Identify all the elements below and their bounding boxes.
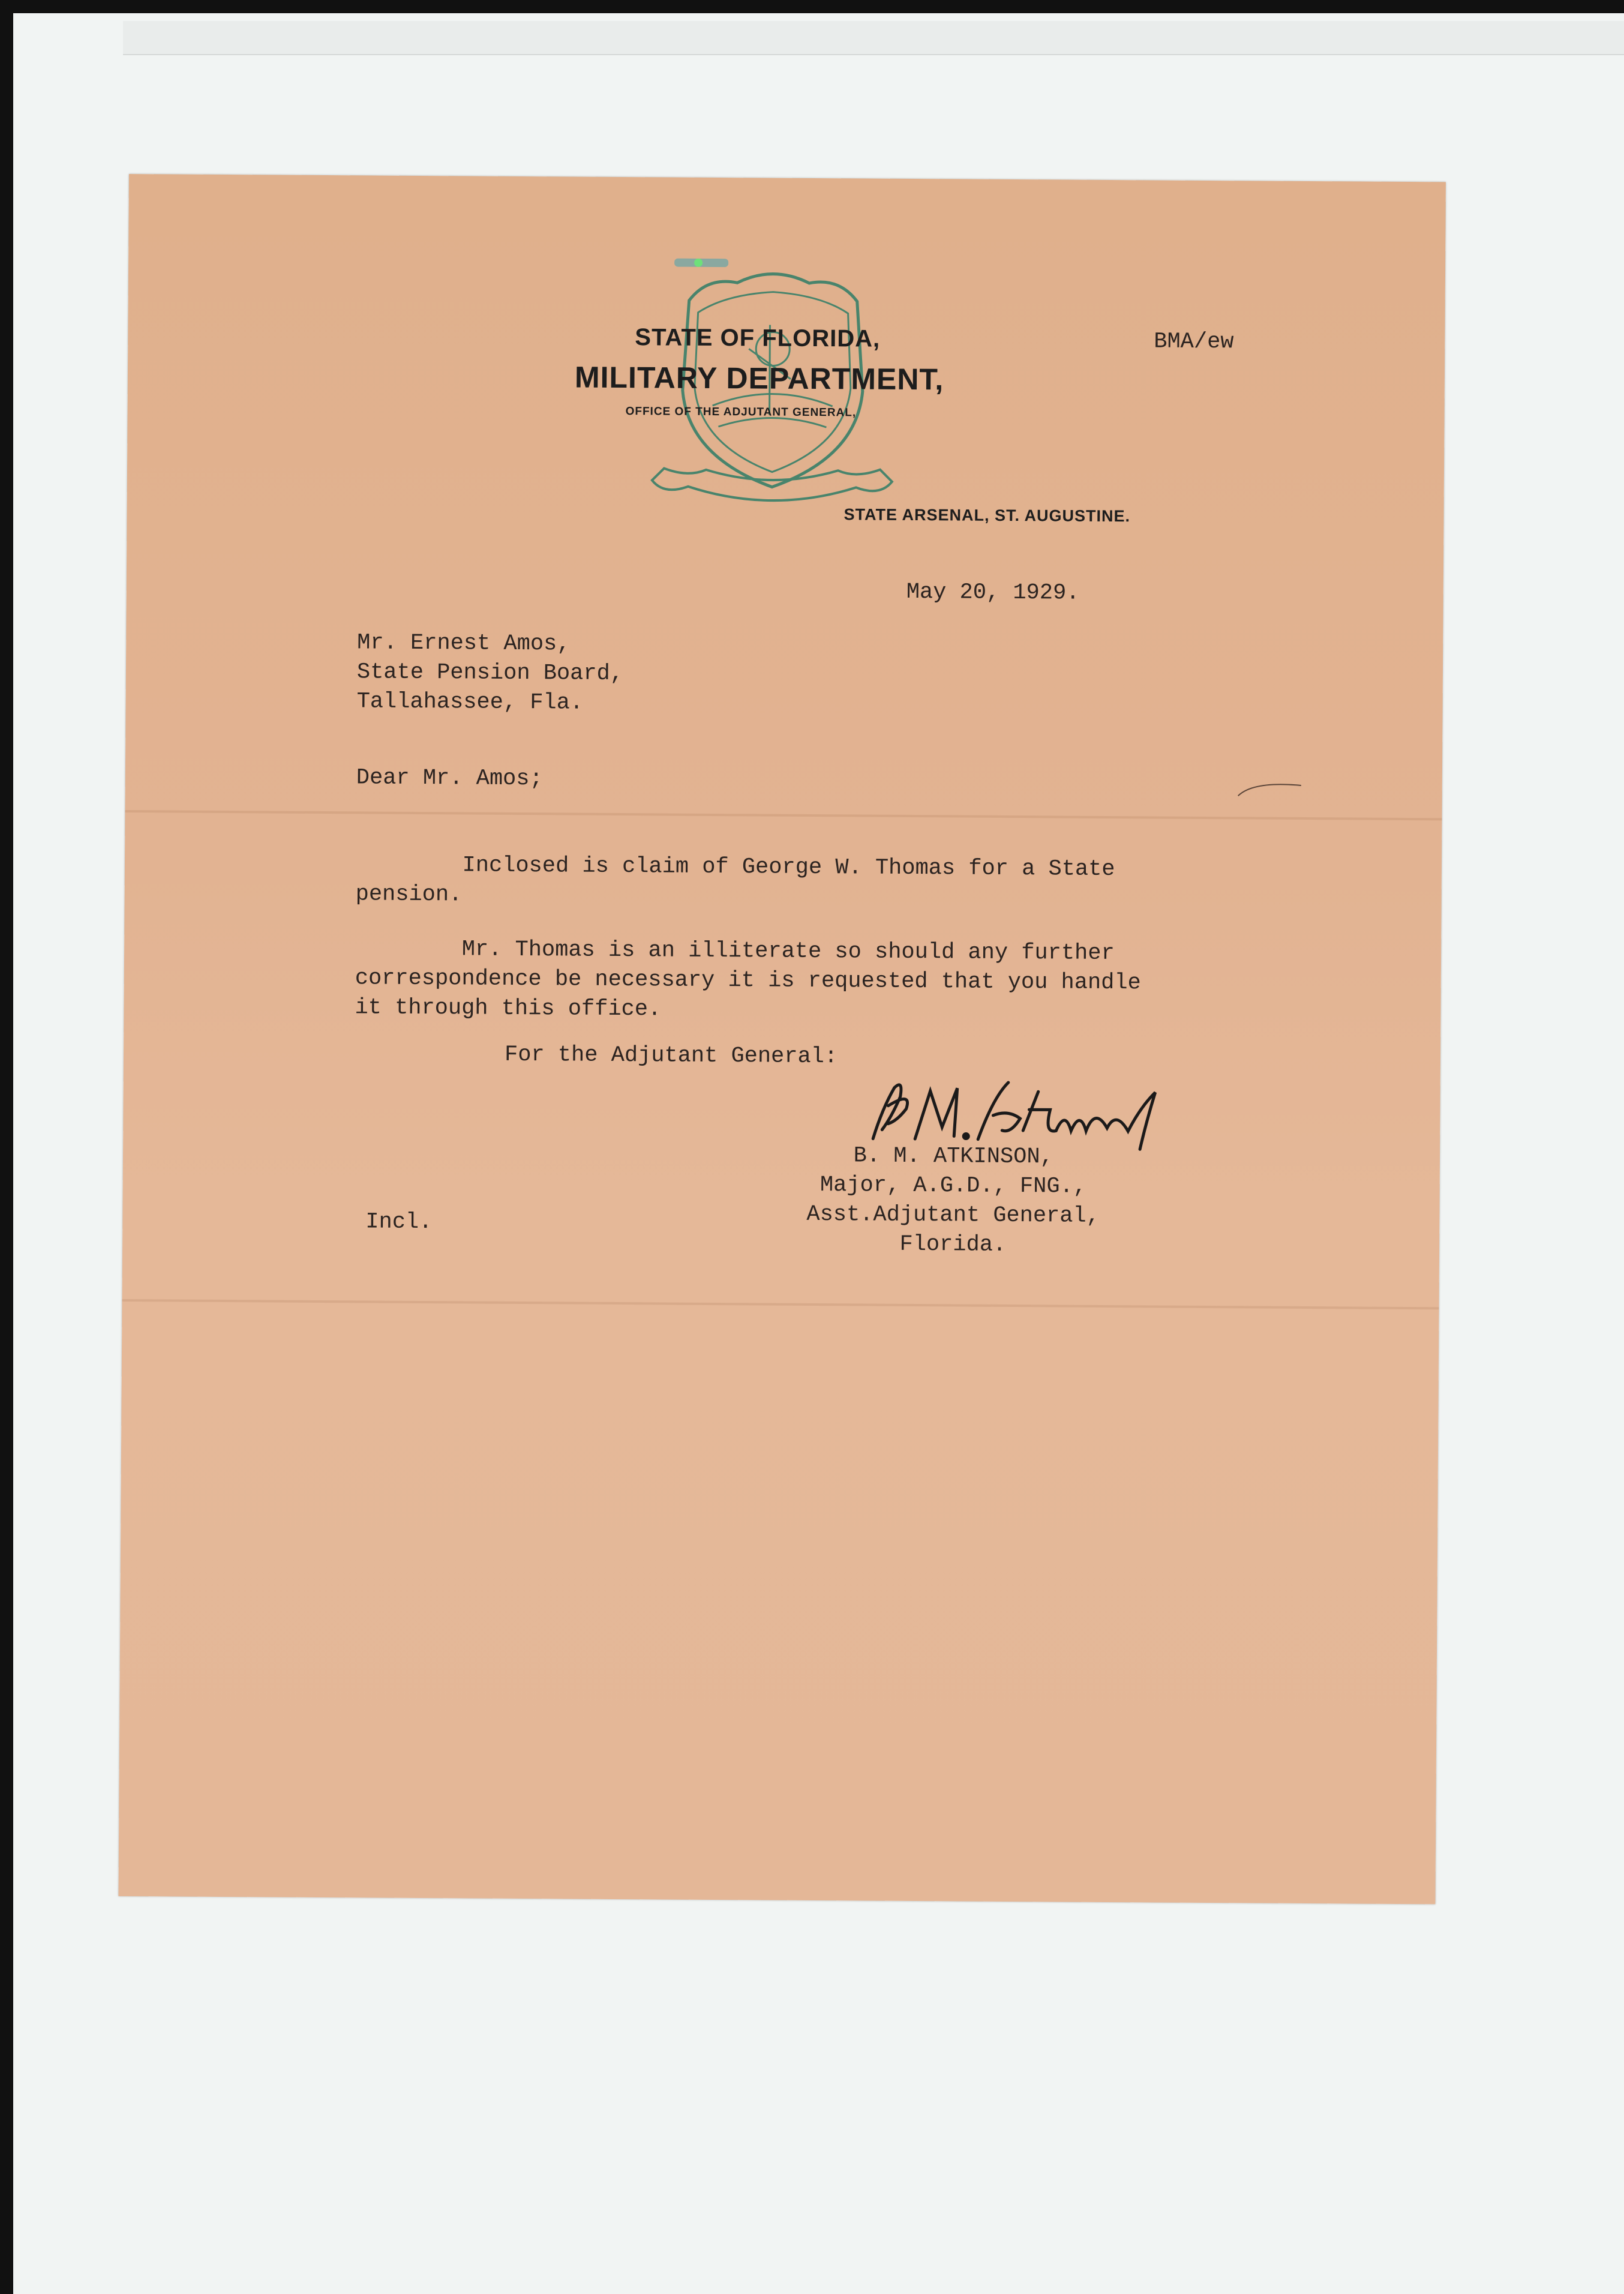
fold-line xyxy=(122,1299,1439,1309)
signer-rank: Major, A.G.D., FNG., xyxy=(819,1173,1087,1200)
paragraph-line: it through this office. xyxy=(355,995,662,1022)
recipient-name: Mr. Ernest Amos, xyxy=(357,630,571,657)
letter-date: May 20, 1929. xyxy=(906,579,1080,606)
closing-line: For the Adjutant General: xyxy=(504,1042,838,1070)
recipient-address xyxy=(356,628,623,718)
enclosure-note: Incl. xyxy=(365,1209,433,1236)
fold-line xyxy=(125,810,1442,820)
salutation: Dear Mr. Amos; xyxy=(356,765,543,792)
paragraph-line: correspondence be necessary it is requested that you handle xyxy=(355,965,1141,996)
paragraph-line: Mr. Thomas is an illiterate so should any further xyxy=(355,936,1115,967)
paragraph-1 xyxy=(356,850,1115,914)
paragraph-2 xyxy=(355,934,1141,1027)
mounting-strip xyxy=(123,21,1624,55)
letterhead-department: MILITARY DEPARTMENT, xyxy=(574,360,944,397)
paragraph-line: pension. xyxy=(355,881,463,908)
signer-title: Asst.Adjutant General, xyxy=(806,1201,1100,1229)
paper-mark xyxy=(1235,778,1307,802)
paragraph-line: Inclosed is claim of George W. Thomas for a State xyxy=(355,852,1115,883)
scan-border-top xyxy=(0,0,1624,13)
recipient-org: State Pension Board, xyxy=(356,659,624,687)
letter-sheet xyxy=(118,174,1445,1904)
handwritten-signature xyxy=(858,1072,1170,1152)
scan-border-left xyxy=(0,0,13,2294)
letterhead-office: OFFICE OF THE ADJUTANT GENERAL, xyxy=(625,405,857,419)
reference-initials: BMA/ew xyxy=(1154,329,1234,355)
signer-name: B. M. ATKINSON, xyxy=(853,1143,1053,1170)
signer-block xyxy=(806,1141,1100,1261)
letterhead-state: STATE OF FLORIDA, xyxy=(635,324,881,352)
signer-state: Florida. xyxy=(899,1231,1007,1258)
letterhead-location: STATE ARSENAL, ST. AUGUSTINE. xyxy=(843,505,1131,526)
recipient-city: Tallahassee, Fla. xyxy=(356,689,584,716)
